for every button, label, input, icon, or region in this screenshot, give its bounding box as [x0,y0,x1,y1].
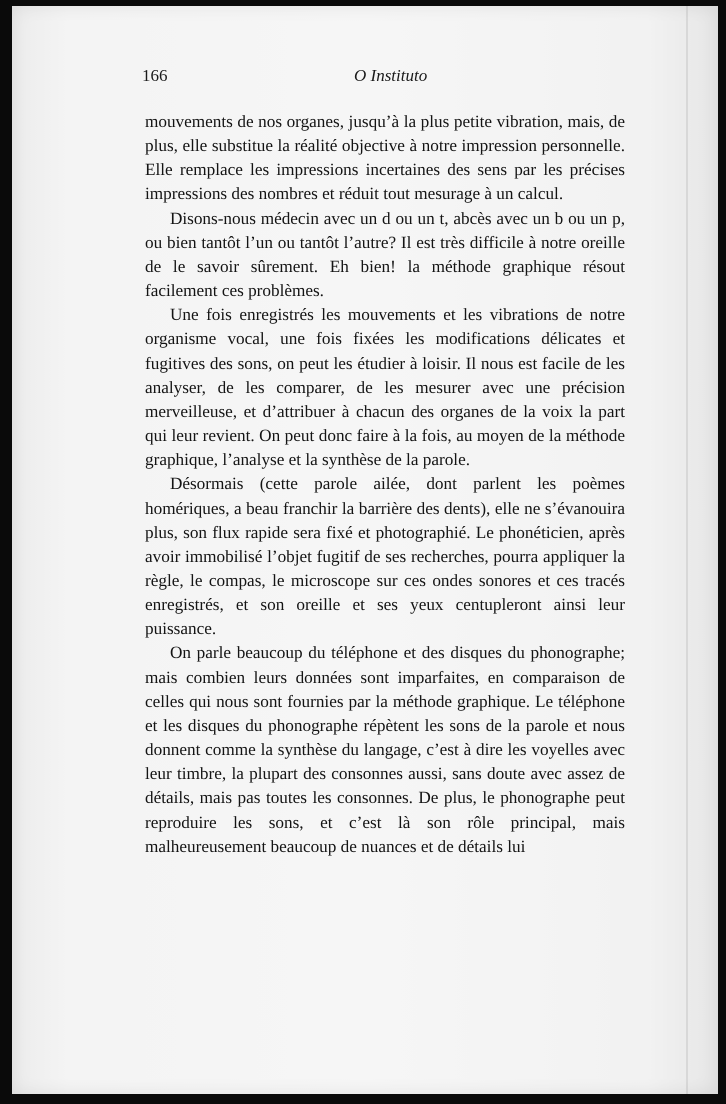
page-header [142,66,610,96]
page-fold-shadow [686,6,688,1094]
page-number: 166 [142,66,168,85]
paragraph-2: Disons-nous médecin avec un d ou un t, abcès avec un b ou un p, ou bien tantôt l’un ou tantôt l’autre? Il est très difficile à notre oreille de le savoir sûrement. Eh bien! la méthode graphique résout facilement ces problèmes. [145,208,625,301]
paragraph-1: mouvements de nos organes, jusqu’à la plus petite vibration, mais, de plus, elle substitue la réalité objective à notre impression personnelle. Elle remplace les impressions incertaines des sens par les précises impressions des nombres et réduit tout mesurage à un calcul. [145,112,625,204]
running-title: O Instituto [354,66,428,85]
paragraph-4: Désormais (cette parole ailée, dont parlent les poèmes homériques, a beau franchir la barrière des dents), elle ne s’évanouira plus, son flux rapide sera fixé et photographié. Le phonéticien, après avoir immobilisé l’objet fugitif de ses recherches, pourra appliquer la règle, le compas, le microscope sur ces ondes sonores et ces tracés enregistrés, et son oreille et ses yeux centupleront ainsi leur puissance. [145,474,625,639]
body-text [145,110,625,859]
paragraph-5: On parle beaucoup du téléphone et des disques du phonographe; mais combien leurs données sont imparfaites, en comparaison de celles qui nous sont fournies par la méthode graphique. Le téléphone et les disques du phonographe répètent les sons de la parole et nous donnent comme la synthèse du langage, c’est à dire les voyelles avec leur timbre, la plupart des consonnes aussi, sans doute avec assez de détails, mais pas toutes les consonnes. De plus, le phonographe peut reproduire les sons, et c’est là son rôle principal, mais malheureusement beaucoup de nuances et de détails lui [145,643,625,856]
paragraph-3: Une fois enregistrés les mouvements et les vibrations de notre organisme vocal, une fois fixées les modifications délicates et fugitives des sons, on peut les étudier à loisir. Il nous est facile de les analyser, de les comparer, de les mesurer avec une précision merveilleuse, et d’attribuer à chacun des organes de la voix la part qui leur revient. On peut donc faire à la fois, au moyen de la méthode graphique, l’analyse et la synthèse de la parole. [145,305,625,470]
